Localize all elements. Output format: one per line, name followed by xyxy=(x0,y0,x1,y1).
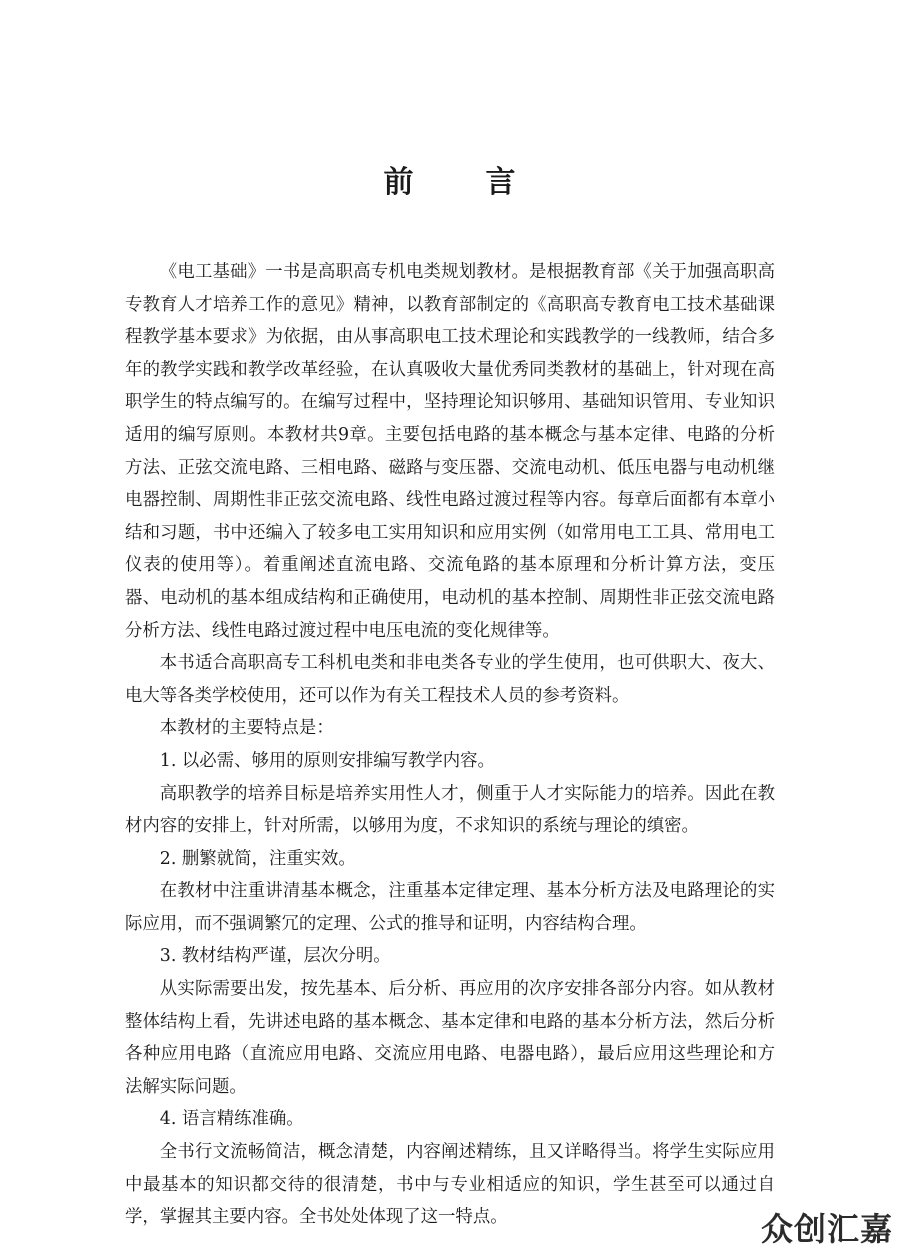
paragraph: 在教材中注重讲清基本概念，注重基本定律定理、基本分析方法及电路理论的实际应用，而不强调繁冗的定理、公式的推导和证明，内容结构合理。 xyxy=(125,881,775,934)
paragraph: 1. 以必需、够用的原则安排编写教学内容。 xyxy=(159,750,495,771)
paragraph: 2. 删繁就简，注重实效。 xyxy=(159,848,356,869)
paragraph: 《电工基础》一书是高职高专机电类规划教材。是根据教育部《关于加强高职高专教育人才培养工作的意见》精神，以教育部制定的《高职高专教育电工技术基础课程教学基本要求》为依据，由从事高职电工技术理论和实践教学的一线教师，结合多年的教学实践和教学改革经验，在认真吸收大量优秀同类教材的基础上，针对现在高职学生的特点编写的。在编写过程中，坚持理论知识够用、基础知识管用、专业知识适用的编写原则。本教材共9章。主要包括电路的基本概念与基本定律、电路的分析方法、正弦交流电路、三相电路、磁路与变压器、交流电动机、低压电器与电动机继电器控制、周期性非正弦交流电路、线性电路过渡过程等内容。每章后面都有本章小结和习题，书中还编入了较多电工实用知识和应用实例（如常用电工工具、常用电工仪表的使用等）。着重阐述直流电路、交流龟路的基本原理和分析计算方法，变压器、电动机的基本组成结构和正确使用，电动机的基本控制、周期性非正弦交流电路分析方法、线性电路过渡过程中电压电流的变化规律等。 xyxy=(125,262,775,641)
paragraph: 全书行文流畅简洁，概念清楚，内容阐述精练，且又详略得当。将学生实际应用中最基本的知识都交待的很清楚，书中与专业相适应的知识，学生甚至可以通过自学，掌握其主要内容。全书处处体现了这一特点。 xyxy=(125,1142,775,1228)
body-text xyxy=(125,256,775,1234)
paragraph: 高职教学的培养目标是培养实用性人才，侧重于人才实际能力的培养。因此在教材内容的安排上，针对所需，以够用为度，不求知识的系统与理论的缜密。 xyxy=(125,783,775,837)
paragraph: 4. 语言精练准确。 xyxy=(159,1109,304,1130)
page-title: 前言 xyxy=(383,165,588,200)
watermark-logo: 众创汇嘉 xyxy=(760,1210,893,1248)
paragraph: 3. 教材结构严谨，层次分明。 xyxy=(159,946,391,967)
paragraph: 从实际需要出发，按先基本、后分析、再应用的次序安排各部分内容。如从教材整体结构上看，先讲述电路的基本概念、基本定律和电路的基本分析方法，然后分析各种应用电路（直流应用电路、交流应用电路、电器电路），最后应用这些理论和方法解实际问题。 xyxy=(125,979,775,1097)
paragraph: 本书适合高职高专工科机电类和非电类各专业的学生使用，也可供职大、夜大、电大等各类学校使用，还可以作为有关工程技术人员的参考资料。 xyxy=(125,653,775,706)
paragraph: 本教材的主要特点是： xyxy=(159,718,334,739)
